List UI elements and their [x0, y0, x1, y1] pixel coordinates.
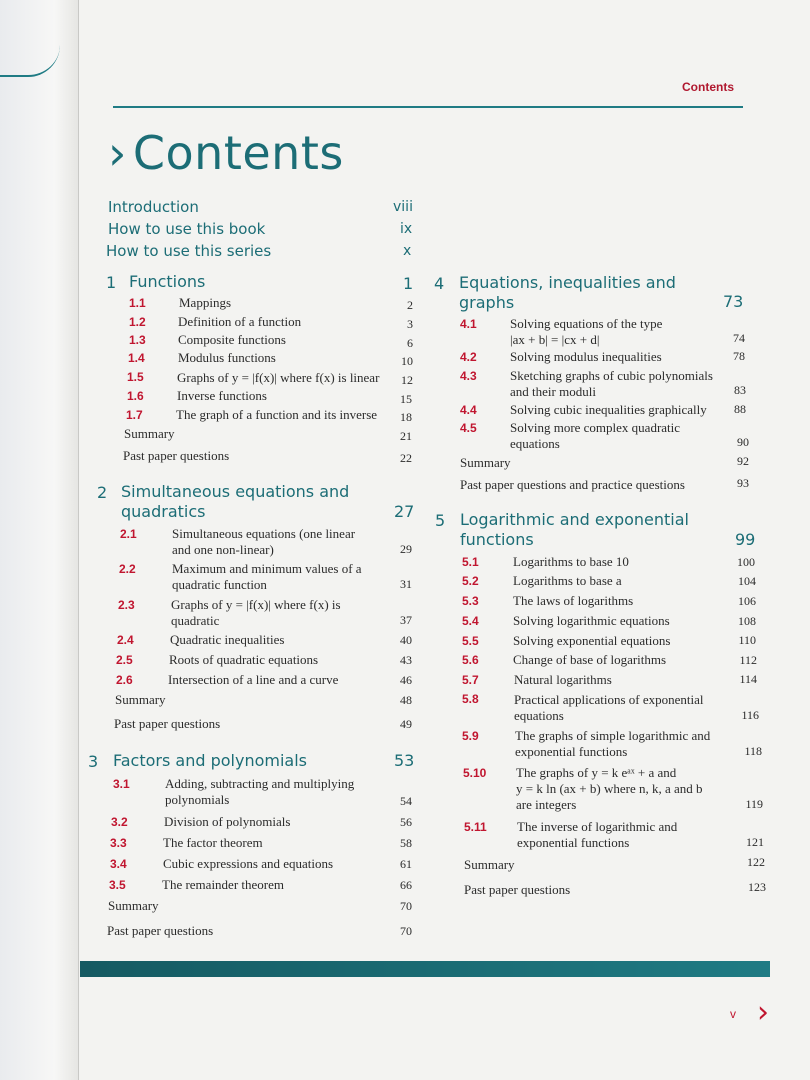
section-number: 4.4: [460, 403, 477, 417]
section-number: 5.5: [462, 634, 479, 648]
section-page: 18: [400, 410, 412, 424]
section-number: 3.1: [113, 777, 130, 791]
section-number: 5.3: [462, 594, 479, 608]
section-page: 31: [400, 577, 412, 591]
section-title[interactable]: Cubic expressions and equations: [163, 856, 334, 871]
decorative-curve: [0, 45, 60, 77]
section-page: 114: [739, 672, 757, 686]
section-title[interactable]: Logarithms to base 10: [513, 554, 629, 569]
chapter-title-line: Logarithmic and exponential: [460, 510, 689, 529]
section-title[interactable]: Solving cubic inequalities graphically: [510, 402, 707, 417]
section-number: 1.1: [129, 296, 146, 310]
section-title[interactable]: Division of polynomials: [164, 814, 291, 829]
section-title[interactable]: [165, 776, 354, 808]
summary-page: 70: [400, 899, 412, 913]
section-title[interactable]: Solving modulus inequalities: [510, 349, 662, 364]
chapter-page: 99: [735, 530, 756, 549]
section-title[interactable]: Roots of quadratic equations: [169, 652, 319, 667]
section-title[interactable]: The laws of logarithms: [513, 593, 634, 608]
section-title[interactable]: [510, 420, 680, 452]
summary-link[interactable]: Summary: [108, 898, 159, 913]
section-page: 119: [745, 797, 763, 811]
section-page: 104: [738, 574, 756, 588]
section-page: 88: [734, 402, 746, 416]
chapter-title[interactable]: Functions: [129, 272, 206, 291]
section-page: 83: [734, 383, 746, 397]
header-rule: [113, 106, 743, 108]
chapter-number: 1: [106, 273, 117, 292]
past-paper-link[interactable]: Past paper questions: [107, 923, 214, 938]
past-paper-link[interactable]: Past paper questions and practice questions: [460, 477, 685, 492]
section-title[interactable]: Logarithms to base a: [513, 573, 622, 588]
summary-page: 92: [737, 454, 749, 468]
section-number: 2.2: [119, 562, 136, 576]
section-title[interactable]: [515, 728, 710, 760]
section-title[interactable]: [516, 765, 703, 813]
toc-intro-item[interactable]: How to use this series: [106, 242, 272, 260]
chapter-title[interactable]: [121, 482, 349, 522]
past-paper-page: 123: [748, 880, 766, 894]
toc-intro-page: ix: [400, 221, 413, 237]
past-paper-page: 93: [737, 476, 749, 490]
section-line: Solving equations of the type: [510, 316, 663, 331]
section-page: 37: [400, 613, 412, 627]
past-paper-link[interactable]: Past paper questions: [464, 882, 571, 897]
section-page: 2: [407, 298, 413, 312]
toc-intro-page: viii: [393, 199, 413, 215]
section-title[interactable]: Natural logarithms: [514, 672, 612, 687]
section-page: 90: [737, 435, 749, 449]
summary-page: 48: [400, 693, 412, 707]
section-page: 121: [746, 835, 764, 849]
summary-link[interactable]: Summary: [124, 426, 175, 441]
section-title[interactable]: Mappings: [179, 295, 231, 310]
section-line: quadratic: [171, 613, 220, 628]
chapter-title-line: functions: [460, 530, 534, 549]
section-number: 1.5: [127, 370, 144, 384]
chevron-right-icon: ›: [108, 126, 127, 180]
section-line: equations: [514, 708, 564, 723]
section-line: Adding, subtracting and multiplying: [165, 776, 355, 791]
section-number: 2.1: [120, 527, 137, 541]
section-number: 5.10: [463, 766, 487, 780]
section-title[interactable]: [510, 368, 713, 400]
section-page: 66: [400, 878, 412, 892]
section-line: The graphs of y = k eᵃˣ + a and: [516, 765, 677, 780]
section-title[interactable]: [172, 561, 362, 593]
section-page: 56: [400, 815, 412, 829]
section-page: 108: [738, 614, 756, 628]
past-paper-page: 22: [400, 451, 412, 465]
chapter-title-line: quadratics: [121, 502, 206, 521]
section-line: quadratic function: [172, 577, 267, 592]
section-number: 1.4: [128, 351, 145, 365]
section-number: 5.11: [464, 820, 487, 834]
section-page: 10: [401, 354, 413, 368]
section-number: 5.6: [462, 653, 479, 667]
section-line: exponential functions: [517, 835, 630, 850]
past-paper-link[interactable]: Past paper questions: [114, 716, 221, 731]
summary-page: 122: [747, 855, 765, 869]
summary-link[interactable]: Summary: [115, 692, 166, 707]
section-number: 2.5: [116, 653, 133, 667]
section-page: 15: [400, 392, 412, 406]
section-line: polynomials: [165, 792, 230, 807]
section-line: Maximum and minimum values of a: [172, 561, 362, 576]
section-title[interactable]: The graph of a function and its inverse: [176, 407, 378, 422]
section-title[interactable]: Solving exponential equations: [513, 633, 671, 648]
summary-page: 21: [400, 429, 412, 443]
toc-intro-item[interactable]: How to use this book: [108, 220, 266, 238]
chapter-title[interactable]: Factors and polynomials: [113, 751, 307, 770]
chapter-title-line: graphs: [459, 293, 515, 312]
section-title[interactable]: Quadratic inequalities: [170, 632, 285, 647]
section-line: Simultaneous equations (one linear: [172, 526, 356, 541]
section-line: exponential functions: [515, 744, 628, 759]
chapter-page: 73: [723, 292, 744, 311]
section-page: 43: [400, 653, 412, 667]
section-number: 5.1: [462, 555, 479, 569]
section-page: 58: [400, 836, 412, 850]
chapter-page: 27: [394, 502, 415, 521]
section-number: 3.2: [111, 815, 128, 829]
section-title[interactable]: Change of base of logarithms: [513, 652, 667, 667]
section-page: 118: [744, 744, 762, 758]
section-title[interactable]: Definition of a function: [178, 314, 302, 329]
section-number: 5.9: [462, 729, 479, 743]
section-line: are integers: [516, 797, 577, 812]
section-number: 3.4: [110, 857, 127, 871]
chapter-title-line: Equations, inequalities and: [459, 273, 676, 292]
chapter-page: 53: [394, 751, 415, 770]
past-paper-page: 70: [400, 924, 412, 938]
section-page: 46: [400, 673, 412, 687]
previous-page-edge: [0, 0, 79, 1080]
section-number: 4.2: [460, 350, 477, 364]
section-number: 3.3: [110, 836, 127, 850]
toc-intro-item[interactable]: Introduction: [108, 198, 199, 216]
section-title[interactable]: Intersection of a line and a curve: [168, 672, 339, 687]
section-number: 1.6: [127, 389, 144, 403]
section-page: 74: [733, 331, 745, 345]
section-number: 1.2: [129, 315, 146, 329]
running-header: Contents: [682, 80, 734, 94]
section-page: 40: [400, 633, 412, 647]
section-number: 5.8: [462, 692, 479, 706]
section-line: The inverse of logarithmic and: [517, 819, 678, 834]
section-line: and one non-linear): [172, 542, 274, 557]
section-page: 112: [739, 653, 757, 667]
section-number: 4.1: [460, 317, 477, 331]
section-number: 1.3: [129, 333, 146, 347]
toc-intro-page: x: [403, 243, 412, 259]
section-line: Solving more complex quadratic: [510, 420, 681, 435]
chapter-title-line: Simultaneous equations and: [121, 482, 350, 501]
section-number: 2.4: [117, 633, 134, 647]
section-line: Sketching graphs of cubic polynomials: [510, 368, 713, 383]
section-line: Graphs of y = |f(x)| where f(x) is: [171, 597, 341, 612]
past-paper-link[interactable]: Past paper questions: [123, 448, 230, 463]
section-line: |ax + b| = |cx + d|: [510, 332, 600, 347]
section-page: 78: [733, 349, 745, 363]
section-number: 5.4: [462, 614, 479, 628]
section-page: 6: [407, 336, 413, 350]
section-line: equations: [510, 436, 560, 451]
section-page: 116: [741, 708, 759, 722]
section-line: and their moduli: [510, 384, 596, 399]
section-title[interactable]: [171, 597, 341, 629]
section-title[interactable]: The factor theorem: [163, 835, 263, 850]
section-page: 54: [400, 794, 412, 808]
past-paper-page: 49: [400, 717, 412, 731]
section-number: 4.5: [460, 421, 477, 435]
section-number: 2.6: [116, 673, 133, 687]
section-page: 61: [400, 857, 412, 871]
page-title: [108, 126, 344, 180]
section-title[interactable]: [514, 692, 704, 724]
section-title[interactable]: Modulus functions: [178, 350, 276, 365]
section-title[interactable]: [517, 819, 677, 851]
section-line: The graphs of simple logarithmic and: [515, 728, 711, 743]
section-title[interactable]: Graphs of y = |f(x)| where f(x) is linear: [177, 370, 380, 385]
chapter-number: 5: [435, 511, 446, 530]
section-page: 110: [738, 633, 756, 647]
section-title[interactable]: [172, 526, 355, 558]
chapter-number: 2: [97, 483, 108, 502]
section-title[interactable]: The remainder theorem: [162, 877, 284, 892]
page-title-text: Contents: [132, 126, 344, 180]
section-number: 3.5: [109, 878, 126, 892]
footer-bar: [80, 961, 770, 977]
section-page: 106: [738, 594, 756, 608]
section-title[interactable]: Composite functions: [178, 332, 286, 347]
section-number: 5.2: [462, 574, 479, 588]
section-title[interactable]: [510, 316, 662, 348]
section-title[interactable]: Inverse functions: [177, 388, 267, 403]
chapter-number: 3: [88, 752, 99, 771]
summary-link[interactable]: Summary: [460, 455, 511, 470]
section-number: 5.7: [462, 673, 479, 687]
next-page-chevron-icon[interactable]: ›: [757, 995, 769, 1030]
section-line: y = k ln (ax + b) where n, k, a and b: [516, 781, 703, 796]
section-page: 100: [737, 555, 755, 569]
page-number: v: [730, 1007, 736, 1021]
section-page: 29: [400, 542, 412, 556]
chapter-title[interactable]: [459, 273, 676, 313]
summary-link[interactable]: Summary: [464, 857, 515, 872]
section-page: 3: [407, 317, 413, 331]
section-line: Practical applications of exponential: [514, 692, 704, 707]
section-number: 2.3: [118, 598, 135, 612]
section-page: 12: [401, 373, 413, 387]
chapter-title[interactable]: [460, 510, 689, 550]
chapter-number: 4: [434, 274, 445, 293]
section-number: 4.3: [460, 369, 477, 383]
chapter-page: 1: [403, 274, 414, 293]
section-title[interactable]: Solving logarithmic equations: [513, 613, 670, 628]
section-number: 1.7: [126, 408, 143, 422]
